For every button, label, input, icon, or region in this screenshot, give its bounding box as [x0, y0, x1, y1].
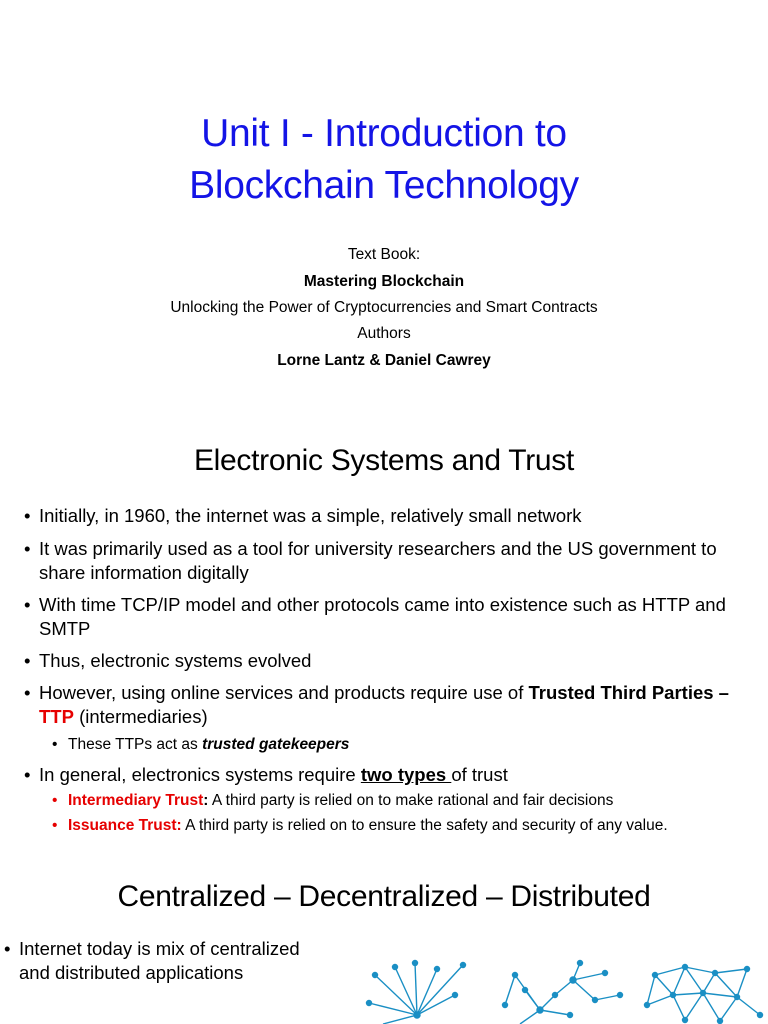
- subbullet-pre: These TTPs act as: [68, 736, 203, 753]
- subbullet-text: [52, 816, 752, 836]
- bullet-text: Thus, electronic systems evolved: [39, 650, 312, 671]
- bullet-glyph: •: [24, 650, 31, 671]
- ttp-bold-text: Trusted Third Parties –: [528, 682, 729, 703]
- book-title: Mastering Blockchain: [303, 273, 465, 290]
- bullet-text: Initially, in 1960, the internet was a simple, relatively small network: [39, 505, 582, 526]
- textbook-label: Text Book:: [347, 246, 421, 263]
- bullet-text: It was primarily used as a tool for university researchers and the US government to share information digitally: [39, 538, 717, 583]
- bullet-glyph: •: [52, 736, 58, 753]
- trusted-gatekeepers-emph: trusted gatekeepers: [202, 736, 350, 753]
- authors: Lorne Lantz & Daniel Cawrey: [277, 352, 491, 369]
- intermediary-trust-text: A third party is relied on to make rational and fair decisions: [208, 792, 614, 809]
- bullet-text-pre: However, using online services and products require use of: [39, 682, 529, 703]
- slide-title: [0, 108, 768, 212]
- decentralized-network-icon: [503, 961, 623, 1024]
- title-line-2: Blockchain Technology: [189, 164, 579, 207]
- list-item: [24, 763, 744, 787]
- section-title-trust: Electronic Systems and Trust: [193, 444, 575, 477]
- two-types-underlined: two types: [360, 764, 452, 785]
- title-slide: [0, 0, 768, 420]
- title-line-1: Unit I - Introduction to: [201, 112, 567, 155]
- bullet-glyph: •: [24, 538, 31, 559]
- label-colon: :: [203, 792, 209, 809]
- list-item: [4, 937, 334, 985]
- list-subitem: [52, 791, 752, 811]
- list-subitem: [52, 735, 752, 755]
- list-item: [24, 681, 744, 729]
- intermediary-trust-label: Intermediary Trust: [68, 792, 204, 809]
- bullet-text: [24, 763, 744, 787]
- subbullet-text: [52, 791, 752, 811]
- bullet-text-pre: In general, electronics systems require: [39, 764, 361, 785]
- bullet-glyph: •: [24, 764, 31, 785]
- bullet-text-post: (intermediaries): [73, 706, 208, 727]
- issuance-trust-label: Issuance Trust:: [68, 817, 182, 834]
- authors-label: Authors: [357, 325, 411, 342]
- issuance-trust-text: A third party is relied on to ensure the safety and security of any value.: [181, 817, 668, 834]
- bullet-text: [24, 681, 744, 729]
- bullet-glyph: •: [52, 792, 58, 809]
- list-item: [24, 537, 744, 585]
- list-item: [24, 649, 744, 673]
- bullet-text-post: of trust: [451, 764, 508, 785]
- list-item: [24, 504, 744, 528]
- bullet-glyph: •: [24, 682, 31, 703]
- centralized-network-icon: [367, 961, 466, 1024]
- ttp-acronym: TTP: [39, 706, 74, 727]
- bullet-glyph: •: [24, 505, 31, 526]
- bullet-glyph: •: [52, 817, 58, 834]
- list-item: [24, 593, 744, 641]
- network-topology-diagram: [355, 955, 768, 1024]
- section-title-networks: Centralized – Decentralized – Distributed: [117, 880, 651, 913]
- bullet-glyph: •: [4, 938, 11, 959]
- bullet-text: Internet today is mix of centralized and distributed applications: [19, 938, 300, 983]
- bullet-glyph: •: [24, 594, 31, 615]
- book-subtitle: Unlocking the Power of Cryptocurrencies and Smart Contracts: [170, 299, 598, 316]
- list-subitem: [52, 816, 752, 836]
- distributed-network-icon: [645, 965, 763, 1024]
- subbullet-text: [52, 735, 752, 755]
- bullet-text: With time TCP/IP model and other protocols came into existence such as HTTP and SMTP: [39, 594, 726, 639]
